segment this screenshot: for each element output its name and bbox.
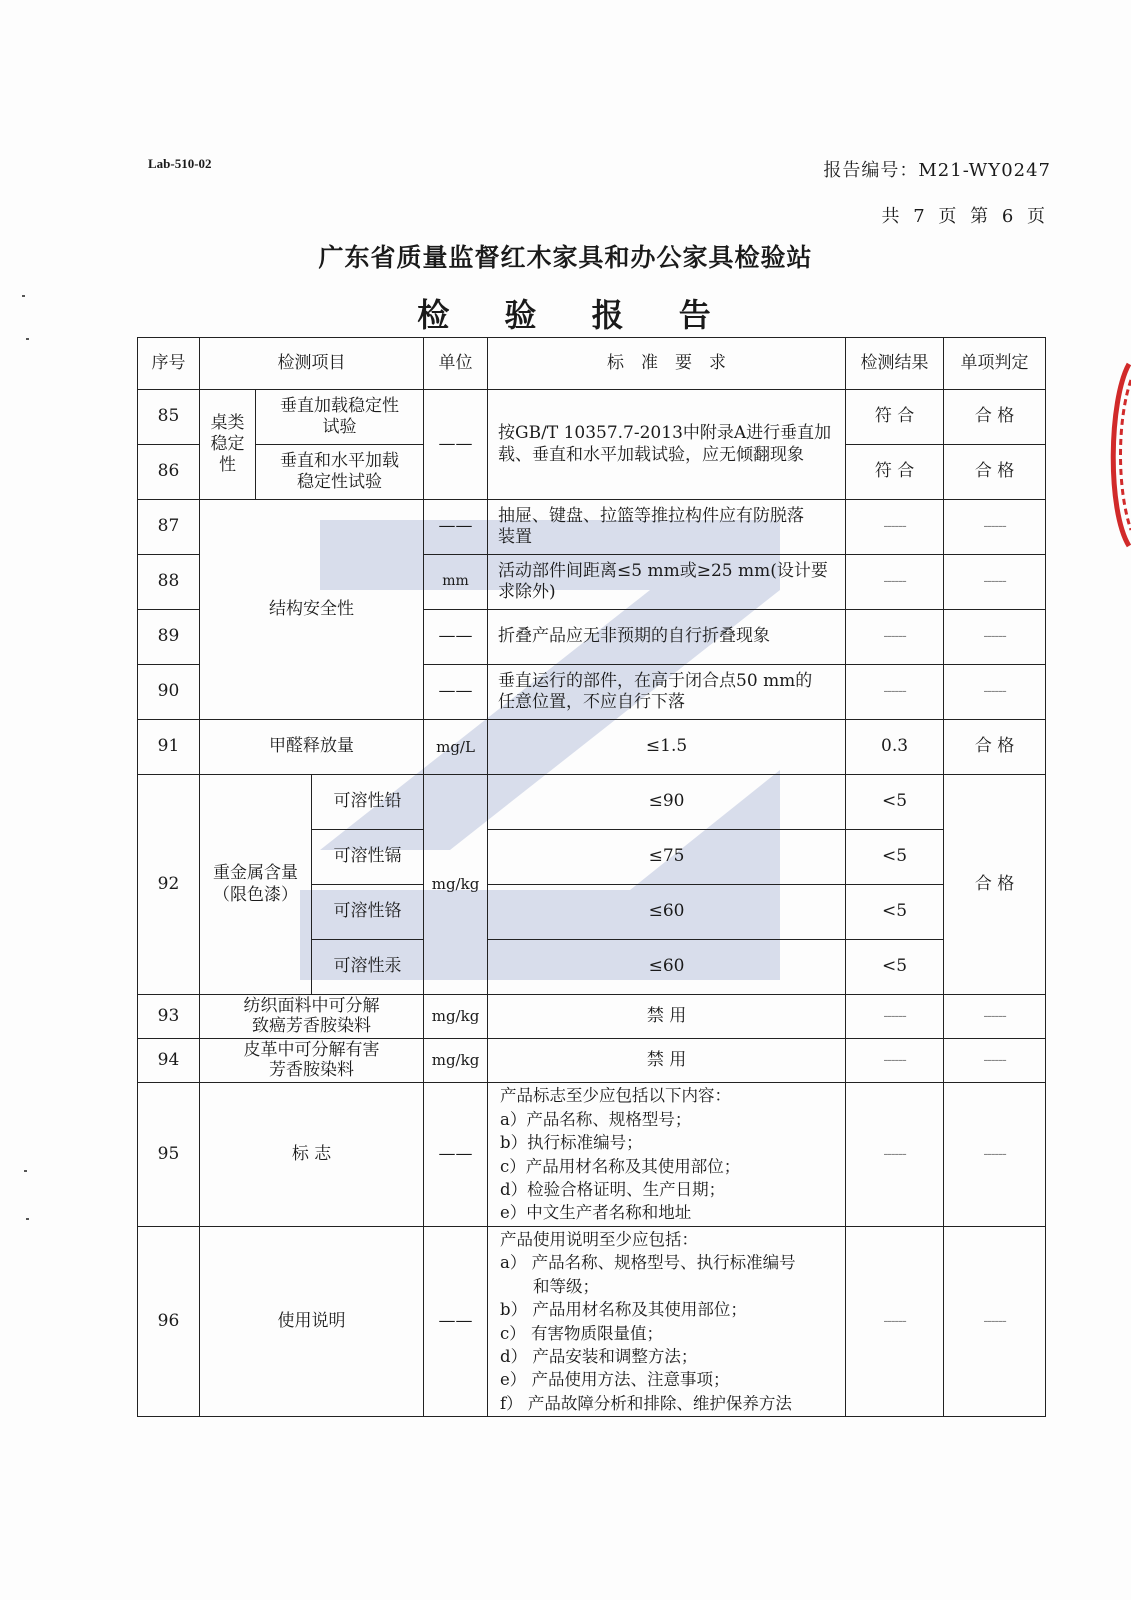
result-cell: ------ — [846, 500, 944, 555]
page-info: 共 7 页 第 6 页 — [881, 206, 1049, 227]
scan-speck — [26, 1218, 29, 1220]
row-no: 90 — [138, 665, 200, 720]
table-row — [138, 775, 1046, 830]
requirement-cell: ≤90 — [488, 775, 846, 830]
table-row — [138, 500, 1046, 555]
lab-code: Lab-510-02 — [148, 156, 212, 171]
judgement-cell: 合 格 — [944, 445, 1046, 500]
inspection-table — [137, 337, 1046, 1417]
unit-cell: mg/L — [424, 720, 488, 775]
unit-cell: mg/kg — [424, 995, 488, 1039]
col-header-result: 检测结果 — [846, 338, 944, 390]
scan-speck — [24, 1170, 27, 1172]
row-no: 91 — [138, 720, 200, 775]
sub-item-label: 垂直和水平加载 稳定性试验 — [256, 445, 424, 500]
col-header-no: 序号 — [138, 338, 200, 390]
seal-stamp — [1103, 360, 1131, 550]
result-cell: ------ — [846, 1083, 944, 1227]
organization-name: 广东省质量监督红木家具和办公家具检验站 — [318, 243, 813, 272]
result-cell: <5 — [846, 940, 944, 995]
group-label: 桌类 稳定 性 — [200, 390, 256, 500]
requirement-cell: 禁 用 — [488, 1039, 846, 1083]
judgement-cell: ------ — [944, 500, 1046, 555]
group-label: 重金属含量 （限色漆） — [200, 775, 312, 995]
document-title: 检 验 报 告 — [417, 296, 733, 334]
requirement-cell: ≤75 — [488, 830, 846, 885]
requirement-cell: 垂直运行的部件，在高于闭合点50 mm的 任意位置，不应自行下落 — [488, 665, 846, 720]
unit-cell: —— — [424, 390, 488, 500]
requirement-cell: ≤60 — [488, 940, 846, 995]
requirement-cell: ≤1.5 — [488, 720, 846, 775]
unit-cell: —— — [424, 1083, 488, 1227]
judgement-cell: ------ — [944, 1039, 1046, 1083]
result-cell: ------ — [846, 1039, 944, 1083]
sub-item-label: 垂直加载稳定性 试验 — [256, 390, 424, 445]
judgement-cell: 合 格 — [944, 390, 1046, 445]
col-header-requirement: 标 准 要 求 — [488, 338, 846, 390]
result-cell: 符 合 — [846, 445, 944, 500]
item-label: 标 志 — [200, 1083, 424, 1227]
unit-cell: —— — [424, 610, 488, 665]
judgement-cell: ------ — [944, 610, 1046, 665]
requirement-cell: 产品标志至少应包括以下内容： a）产品名称、规格型号； b）执行标准编号； c）产品用材名称及其使用部位； d）检验合格证明、生产日期； e）中文生产者名称和地址 — [488, 1083, 846, 1227]
unit-cell: —— — [424, 500, 488, 555]
judgement-cell: ------ — [944, 555, 1046, 610]
sub-item-label: 可溶性汞 — [312, 940, 424, 995]
item-label: 甲醛释放量 — [200, 720, 424, 775]
row-no: 85 — [138, 390, 200, 445]
row-no: 94 — [138, 1039, 200, 1083]
item-label: 纺织面料中可分解 致癌芳香胺染料 — [200, 995, 424, 1039]
scan-speck — [26, 338, 29, 340]
result-cell: <5 — [846, 830, 944, 885]
requirement-cell: 活动部件间距离≤5 mm或≥25 mm(设计要 求除外) — [488, 555, 846, 610]
unit-cell: mg/kg — [424, 1039, 488, 1083]
table-row — [138, 995, 1046, 1039]
group-label: 结构安全性 — [200, 500, 424, 720]
header-row — [138, 338, 1046, 390]
table-row — [138, 720, 1046, 775]
result-cell: ------ — [846, 610, 944, 665]
judgement-cell: ------ — [944, 1083, 1046, 1227]
table-row — [138, 1227, 1046, 1417]
row-no: 88 — [138, 555, 200, 610]
result-cell: 符 合 — [846, 390, 944, 445]
result-cell: ------ — [846, 555, 944, 610]
table-row — [138, 1083, 1046, 1227]
table-row — [138, 1039, 1046, 1083]
judgement-cell: 合 格 — [944, 720, 1046, 775]
report-number: 报告编号：M21-WY0247 — [823, 160, 1051, 181]
item-label: 使用说明 — [200, 1227, 424, 1417]
requirement-cell: 折叠产品应无非预期的自行折叠现象 — [488, 610, 846, 665]
result-cell: <5 — [846, 775, 944, 830]
row-no: 92 — [138, 775, 200, 995]
sub-item-label: 可溶性铅 — [312, 775, 424, 830]
row-no: 86 — [138, 445, 200, 500]
result-cell: 0.3 — [846, 720, 944, 775]
judgement-cell: ------ — [944, 665, 1046, 720]
result-cell: ------ — [846, 1227, 944, 1417]
requirement-cell: 禁 用 — [488, 995, 846, 1039]
row-no: 87 — [138, 500, 200, 555]
result-cell: ------ — [846, 665, 944, 720]
scan-speck — [22, 295, 25, 297]
row-no: 96 — [138, 1227, 200, 1417]
sub-item-label: 可溶性铬 — [312, 885, 424, 940]
col-header-item: 检测项目 — [200, 338, 424, 390]
unit-cell: —— — [424, 665, 488, 720]
result-cell: ------ — [846, 995, 944, 1039]
sub-item-label: 可溶性镉 — [312, 830, 424, 885]
item-label: 皮革中可分解有害 芳香胺染料 — [200, 1039, 424, 1083]
unit-cell: mm — [424, 555, 488, 610]
requirement-cell: 产品使用说明至少应包括： a） 产品名称、规格型号、执行标准编号 和等级； b） 产品用材名称及其使用部位； c） 有害物质限量值； d） 产品安装和调整方法； e） 产品使用方法、注意事项； f） 产品故障分析和排除、维护保养方法 — [488, 1227, 846, 1417]
unit-cell: —— — [424, 1227, 488, 1417]
row-no: 89 — [138, 610, 200, 665]
result-cell: <5 — [846, 885, 944, 940]
judgement-cell: ------ — [944, 995, 1046, 1039]
row-no: 93 — [138, 995, 200, 1039]
requirement-cell: 按GB/T 10357.7-2013中附录A进行垂直加 载、垂直和水平加载试验，应无倾翻现象 — [488, 390, 846, 500]
col-header-judgement: 单项判定 — [944, 338, 1046, 390]
judgement-cell: 合 格 — [944, 775, 1046, 995]
unit-cell: mg/kg — [424, 775, 488, 995]
row-no: 95 — [138, 1083, 200, 1227]
col-header-unit: 单位 — [424, 338, 488, 390]
requirement-cell: ≤60 — [488, 885, 846, 940]
requirement-cell: 抽屉、键盘、拉篮等推拉构件应有防脱落 装置 — [488, 500, 846, 555]
judgement-cell: ------ — [944, 1227, 1046, 1417]
table-row — [138, 390, 1046, 445]
